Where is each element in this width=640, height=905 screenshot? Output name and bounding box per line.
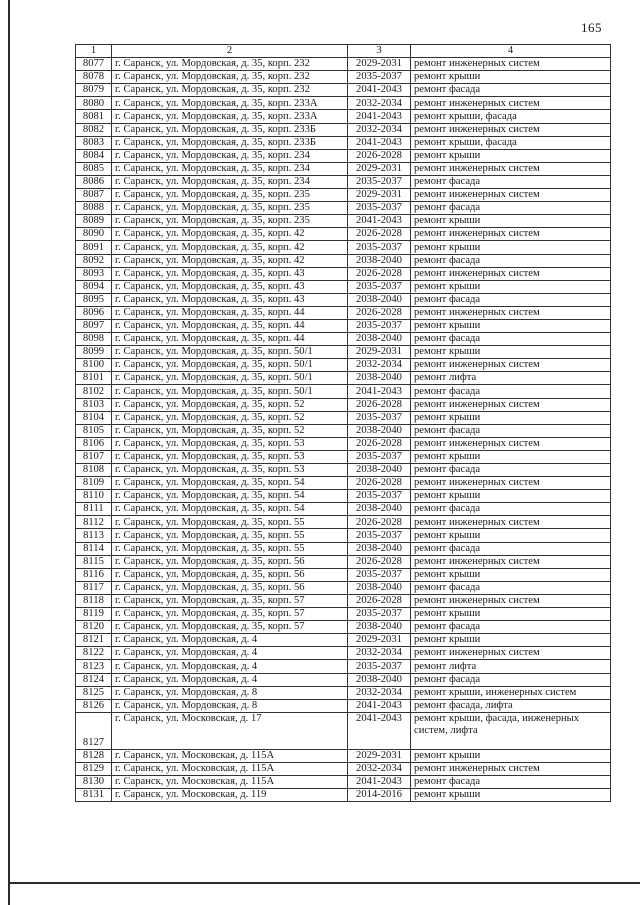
table-row bbox=[76, 647, 611, 660]
period-cell: 2035-2037 bbox=[348, 319, 411, 332]
column-header: 1 bbox=[76, 45, 112, 58]
row-number: 8102 bbox=[76, 385, 112, 398]
row-number: 8096 bbox=[76, 306, 112, 319]
address-cell: г. Саранск, ул. Мордовская, д. 35, корп. 54 bbox=[112, 503, 348, 516]
work-type-cell: ремонт крыши bbox=[411, 608, 611, 621]
address-cell: г. Саранск, ул. Мордовская, д. 4 bbox=[112, 660, 348, 673]
work-type-cell: ремонт фасада bbox=[411, 202, 611, 215]
table-row bbox=[76, 789, 611, 802]
address-cell: г. Саранск, ул. Мордовская, д. 35, корп. 53 bbox=[112, 464, 348, 477]
table-header-row bbox=[76, 45, 611, 58]
table-row bbox=[76, 189, 611, 202]
table-row bbox=[76, 149, 611, 162]
work-type-cell: ремонт фасада bbox=[411, 503, 611, 516]
row-number: 8122 bbox=[76, 647, 112, 660]
table-row bbox=[76, 306, 611, 319]
address-cell: г. Саранск, ул. Мордовская, д. 35, корп. 52 bbox=[112, 398, 348, 411]
work-type-cell: ремонт крыши bbox=[411, 346, 611, 359]
address-cell: г. Саранск, ул. Мордовская, д. 35, корп. 56 bbox=[112, 568, 348, 581]
period-cell: 2038-2040 bbox=[348, 293, 411, 306]
row-number: 8124 bbox=[76, 673, 112, 686]
table-row bbox=[76, 542, 611, 555]
table-row bbox=[76, 762, 611, 775]
page-bottom-border bbox=[8, 882, 640, 884]
period-cell: 2038-2040 bbox=[348, 333, 411, 346]
work-type-cell: ремонт инженерных систем bbox=[411, 762, 611, 775]
table-row bbox=[76, 254, 611, 267]
work-type-cell: ремонт инженерных систем bbox=[411, 398, 611, 411]
period-cell: 2026-2028 bbox=[348, 516, 411, 529]
period-cell: 2032-2034 bbox=[348, 123, 411, 136]
period-cell: 2038-2040 bbox=[348, 464, 411, 477]
row-number: 8108 bbox=[76, 464, 112, 477]
period-cell: 2032-2034 bbox=[348, 686, 411, 699]
address-cell: г. Саранск, ул. Мордовская, д. 35, корп. 233Б bbox=[112, 123, 348, 136]
row-number: 8123 bbox=[76, 660, 112, 673]
work-type-cell: ремонт фасада bbox=[411, 775, 611, 788]
column-header: 4 bbox=[411, 45, 611, 58]
table-row bbox=[76, 555, 611, 568]
row-number: 8129 bbox=[76, 762, 112, 775]
period-cell: 2038-2040 bbox=[348, 621, 411, 634]
work-type-cell: ремонт фасада bbox=[411, 293, 611, 306]
work-type-cell: ремонт инженерных систем bbox=[411, 477, 611, 490]
period-cell: 2038-2040 bbox=[348, 503, 411, 516]
work-type-cell: ремонт фасада bbox=[411, 385, 611, 398]
row-number: 8077 bbox=[76, 58, 112, 71]
address-cell: г. Саранск, ул. Мордовская, д. 35, корп. 55 bbox=[112, 516, 348, 529]
row-number: 8109 bbox=[76, 477, 112, 490]
row-number: 8112 bbox=[76, 516, 112, 529]
address-cell: г. Саранск, ул. Мордовская, д. 35, корп. 42 bbox=[112, 254, 348, 267]
period-cell: 2035-2037 bbox=[348, 71, 411, 84]
address-cell: г. Саранск, ул. Мордовская, д. 35, корп. 50/1 bbox=[112, 385, 348, 398]
table-row bbox=[76, 660, 611, 673]
address-cell: г. Саранск, ул. Мордовская, д. 35, корп. 42 bbox=[112, 228, 348, 241]
row-number: 8107 bbox=[76, 450, 112, 463]
row-number: 8080 bbox=[76, 97, 112, 110]
table-row bbox=[76, 398, 611, 411]
row-number: 8092 bbox=[76, 254, 112, 267]
table-row bbox=[76, 215, 611, 228]
work-type-cell: ремонт фасада bbox=[411, 581, 611, 594]
period-cell: 2038-2040 bbox=[348, 372, 411, 385]
table-row bbox=[76, 123, 611, 136]
table-row bbox=[76, 516, 611, 529]
work-type-cell: ремонт фасада bbox=[411, 175, 611, 188]
table-row bbox=[76, 385, 611, 398]
table-row bbox=[76, 424, 611, 437]
address-cell: г. Саранск, ул. Московская, д. 115А bbox=[112, 749, 348, 762]
row-number: 8090 bbox=[76, 228, 112, 241]
work-type-cell: ремонт лифта bbox=[411, 660, 611, 673]
table-row bbox=[76, 333, 611, 346]
period-cell: 2041-2043 bbox=[348, 712, 411, 749]
row-number: 8115 bbox=[76, 555, 112, 568]
address-cell: г. Саранск, ул. Мордовская, д. 35, корп. 233А bbox=[112, 97, 348, 110]
work-type-cell: ремонт фасада bbox=[411, 84, 611, 97]
row-number: 8111 bbox=[76, 503, 112, 516]
table-row bbox=[76, 450, 611, 463]
period-cell: 2035-2037 bbox=[348, 660, 411, 673]
row-number: 8101 bbox=[76, 372, 112, 385]
table-row bbox=[76, 162, 611, 175]
row-number: 8103 bbox=[76, 398, 112, 411]
period-cell: 2026-2028 bbox=[348, 437, 411, 450]
work-type-cell: ремонт фасада bbox=[411, 673, 611, 686]
row-number: 8078 bbox=[76, 71, 112, 84]
work-type-cell: ремонт фасада bbox=[411, 333, 611, 346]
row-number: 8100 bbox=[76, 359, 112, 372]
row-number: 8084 bbox=[76, 149, 112, 162]
work-type-cell: ремонт инженерных систем bbox=[411, 58, 611, 71]
period-cell: 2029-2031 bbox=[348, 189, 411, 202]
work-type-cell: ремонт крыши, фасада bbox=[411, 136, 611, 149]
table-row bbox=[76, 372, 611, 385]
row-number: 8087 bbox=[76, 189, 112, 202]
table-row bbox=[76, 411, 611, 424]
period-cell: 2035-2037 bbox=[348, 202, 411, 215]
period-cell: 2026-2028 bbox=[348, 306, 411, 319]
period-cell: 2041-2043 bbox=[348, 84, 411, 97]
row-number: 8121 bbox=[76, 634, 112, 647]
period-cell: 2038-2040 bbox=[348, 542, 411, 555]
table-row bbox=[76, 58, 611, 71]
period-cell: 2035-2037 bbox=[348, 175, 411, 188]
address-cell: г. Саранск, ул. Мордовская, д. 35, корп. 56 bbox=[112, 555, 348, 568]
period-cell: 2035-2037 bbox=[348, 490, 411, 503]
address-cell: г. Саранск, ул. Мордовская, д. 35, корп. 232 bbox=[112, 71, 348, 84]
table-row bbox=[76, 490, 611, 503]
work-type-cell: ремонт фасада bbox=[411, 542, 611, 555]
column-header: 2 bbox=[112, 45, 348, 58]
period-cell: 2032-2034 bbox=[348, 359, 411, 372]
work-type-cell: ремонт инженерных систем bbox=[411, 228, 611, 241]
period-cell: 2029-2031 bbox=[348, 346, 411, 359]
table-row bbox=[76, 71, 611, 84]
address-cell: г. Саранск, ул. Мордовская, д. 8 bbox=[112, 686, 348, 699]
work-type-cell: ремонт крыши bbox=[411, 71, 611, 84]
table-row bbox=[76, 673, 611, 686]
row-number: 8094 bbox=[76, 280, 112, 293]
period-cell: 2026-2028 bbox=[348, 149, 411, 162]
row-number: 8126 bbox=[76, 699, 112, 712]
page-left-border bbox=[8, 0, 10, 905]
row-number: 8131 bbox=[76, 789, 112, 802]
period-cell: 2026-2028 bbox=[348, 398, 411, 411]
table-row bbox=[76, 346, 611, 359]
table-row bbox=[76, 110, 611, 123]
period-cell: 2035-2037 bbox=[348, 241, 411, 254]
work-type-cell: ремонт инженерных систем bbox=[411, 437, 611, 450]
table-row bbox=[76, 749, 611, 762]
work-type-cell: ремонт инженерных систем bbox=[411, 97, 611, 110]
address-cell: г. Саранск, ул. Московская, д. 115А bbox=[112, 762, 348, 775]
period-cell: 2038-2040 bbox=[348, 673, 411, 686]
table-row bbox=[76, 608, 611, 621]
period-cell: 2041-2043 bbox=[348, 136, 411, 149]
period-cell: 2032-2034 bbox=[348, 762, 411, 775]
row-number: 8128 bbox=[76, 749, 112, 762]
row-number: 8095 bbox=[76, 293, 112, 306]
period-cell: 2026-2028 bbox=[348, 555, 411, 568]
row-number: 8093 bbox=[76, 267, 112, 280]
table-body bbox=[76, 58, 611, 802]
row-number: 8085 bbox=[76, 162, 112, 175]
work-type-cell: ремонт инженерных систем bbox=[411, 359, 611, 372]
period-cell: 2035-2037 bbox=[348, 411, 411, 424]
address-cell: г. Саранск, ул. Мордовская, д. 35, корп. 44 bbox=[112, 319, 348, 332]
address-cell: г. Саранск, ул. Мордовская, д. 35, корп. 43 bbox=[112, 280, 348, 293]
table-row bbox=[76, 84, 611, 97]
row-number: 8120 bbox=[76, 621, 112, 634]
address-cell: г. Саранск, ул. Московская, д. 17 bbox=[112, 712, 348, 749]
address-cell: г. Саранск, ул. Мордовская, д. 35, корп. 54 bbox=[112, 490, 348, 503]
work-type-cell: ремонт инженерных систем bbox=[411, 306, 611, 319]
row-number: 8088 bbox=[76, 202, 112, 215]
address-cell: г. Саранск, ул. Мордовская, д. 35, корп. 57 bbox=[112, 594, 348, 607]
work-type-cell: ремонт крыши bbox=[411, 789, 611, 802]
row-number: 8105 bbox=[76, 424, 112, 437]
address-cell: г. Саранск, ул. Мордовская, д. 35, корп. 52 bbox=[112, 411, 348, 424]
period-cell: 2014-2016 bbox=[348, 789, 411, 802]
row-number: 8117 bbox=[76, 581, 112, 594]
row-number: 8097 bbox=[76, 319, 112, 332]
address-cell: г. Саранск, ул. Мордовская, д. 35, корп. 234 bbox=[112, 175, 348, 188]
row-number: 8104 bbox=[76, 411, 112, 424]
address-cell: г. Саранск, ул. Московская, д. 119 bbox=[112, 789, 348, 802]
period-cell: 2029-2031 bbox=[348, 634, 411, 647]
row-number: 8086 bbox=[76, 175, 112, 188]
work-type-cell: ремонт инженерных систем bbox=[411, 516, 611, 529]
work-type-cell: ремонт крыши bbox=[411, 749, 611, 762]
period-cell: 2026-2028 bbox=[348, 477, 411, 490]
work-type-cell: ремонт крыши bbox=[411, 149, 611, 162]
table-row bbox=[76, 280, 611, 293]
row-number: 8113 bbox=[76, 529, 112, 542]
address-cell: г. Саранск, ул. Мордовская, д. 35, корп. 55 bbox=[112, 529, 348, 542]
address-cell: г. Саранск, ул. Мордовская, д. 35, корп. 57 bbox=[112, 621, 348, 634]
row-number: 8082 bbox=[76, 123, 112, 136]
period-cell: 2035-2037 bbox=[348, 529, 411, 542]
table-row bbox=[76, 175, 611, 188]
address-cell: г. Саранск, ул. Мордовская, д. 35, корп. 50/1 bbox=[112, 359, 348, 372]
work-type-cell: ремонт крыши bbox=[411, 241, 611, 254]
address-cell: г. Саранск, ул. Мордовская, д. 35, корп. 53 bbox=[112, 437, 348, 450]
work-type-cell: ремонт инженерных систем bbox=[411, 162, 611, 175]
period-cell: 2026-2028 bbox=[348, 228, 411, 241]
period-cell: 2032-2034 bbox=[348, 97, 411, 110]
address-cell: г. Саранск, ул. Мордовская, д. 35, корп. 50/1 bbox=[112, 372, 348, 385]
repair-schedule-table bbox=[75, 44, 611, 802]
address-cell: г. Саранск, ул. Мордовская, д. 35, корп. 56 bbox=[112, 581, 348, 594]
work-type-cell: ремонт фасада bbox=[411, 254, 611, 267]
period-cell: 2041-2043 bbox=[348, 699, 411, 712]
table-row bbox=[76, 581, 611, 594]
period-cell: 2038-2040 bbox=[348, 254, 411, 267]
row-number: 8079 bbox=[76, 84, 112, 97]
period-cell: 2041-2043 bbox=[348, 110, 411, 123]
period-cell: 2029-2031 bbox=[348, 58, 411, 71]
work-type-cell: ремонт крыши, фасада bbox=[411, 110, 611, 123]
column-header: 3 bbox=[348, 45, 411, 58]
address-cell: г. Саранск, ул. Мордовская, д. 35, корп. 233Б bbox=[112, 136, 348, 149]
address-cell: г. Саранск, ул. Мордовская, д. 35, корп. 232 bbox=[112, 84, 348, 97]
address-cell: г. Саранск, ул. Мордовская, д. 35, корп. 235 bbox=[112, 215, 348, 228]
work-type-cell: ремонт инженерных систем bbox=[411, 594, 611, 607]
work-type-cell: ремонт инженерных систем bbox=[411, 123, 611, 136]
table-row bbox=[76, 267, 611, 280]
address-cell: г. Саранск, ул. Мордовская, д. 35, корп. 54 bbox=[112, 477, 348, 490]
work-type-cell: ремонт крыши bbox=[411, 215, 611, 228]
address-cell: г. Саранск, ул. Мордовская, д. 8 bbox=[112, 699, 348, 712]
work-type-cell: ремонт лифта bbox=[411, 372, 611, 385]
work-type-cell: ремонт крыши bbox=[411, 634, 611, 647]
address-cell: г. Саранск, ул. Мордовская, д. 35, корп. 234 bbox=[112, 149, 348, 162]
row-number: 8110 bbox=[76, 490, 112, 503]
table-row bbox=[76, 529, 611, 542]
table-row bbox=[76, 594, 611, 607]
address-cell: г. Саранск, ул. Мордовская, д. 35, корп. 43 bbox=[112, 267, 348, 280]
table-row bbox=[76, 359, 611, 372]
table-row bbox=[76, 293, 611, 306]
address-cell: г. Саранск, ул. Мордовская, д. 35, корп. 57 bbox=[112, 608, 348, 621]
work-type-cell: ремонт крыши, инженерных систем bbox=[411, 686, 611, 699]
address-cell: г. Саранск, ул. Мордовская, д. 35, корп. 232 bbox=[112, 58, 348, 71]
address-cell: г. Саранск, ул. Мордовская, д. 35, корп. 43 bbox=[112, 293, 348, 306]
address-cell: г. Саранск, ул. Мордовская, д. 35, корп. 52 bbox=[112, 424, 348, 437]
period-cell: 2035-2037 bbox=[348, 608, 411, 621]
work-type-cell: ремонт фасада bbox=[411, 621, 611, 634]
table-row bbox=[76, 136, 611, 149]
table-row bbox=[76, 634, 611, 647]
row-number: 8114 bbox=[76, 542, 112, 555]
period-cell: 2035-2037 bbox=[348, 450, 411, 463]
page-number: 165 bbox=[581, 20, 602, 35]
row-number: 8081 bbox=[76, 110, 112, 123]
period-cell: 2041-2043 bbox=[348, 215, 411, 228]
table-row bbox=[76, 775, 611, 788]
period-cell: 2035-2037 bbox=[348, 568, 411, 581]
period-cell: 2029-2031 bbox=[348, 749, 411, 762]
period-cell: 2026-2028 bbox=[348, 594, 411, 607]
table-row bbox=[76, 464, 611, 477]
row-number: 8083 bbox=[76, 136, 112, 149]
period-cell: 2038-2040 bbox=[348, 581, 411, 594]
table-row bbox=[76, 621, 611, 634]
row-number: 8089 bbox=[76, 215, 112, 228]
row-number: 8116 bbox=[76, 568, 112, 581]
work-type-cell: ремонт крыши bbox=[411, 568, 611, 581]
work-type-cell: ремонт фасада bbox=[411, 424, 611, 437]
work-type-cell: ремонт крыши, фасада, инженерных систем, лифта bbox=[411, 712, 611, 749]
address-cell: г. Саранск, ул. Мордовская, д. 4 bbox=[112, 634, 348, 647]
work-type-cell: ремонт фасада, лифта bbox=[411, 699, 611, 712]
address-cell: г. Саранск, ул. Мордовская, д. 35, корп. 235 bbox=[112, 189, 348, 202]
work-type-cell: ремонт крыши bbox=[411, 529, 611, 542]
table-row bbox=[76, 503, 611, 516]
address-cell: г. Саранск, ул. Мордовская, д. 35, корп. 44 bbox=[112, 333, 348, 346]
work-type-cell: ремонт крыши bbox=[411, 319, 611, 332]
table-row bbox=[76, 477, 611, 490]
address-cell: г. Саранск, ул. Мордовская, д. 35, корп. 44 bbox=[112, 306, 348, 319]
work-type-cell: ремонт инженерных систем bbox=[411, 267, 611, 280]
table-row bbox=[76, 319, 611, 332]
address-cell: г. Саранск, ул. Мордовская, д. 35, корп. 50/1 bbox=[112, 346, 348, 359]
row-number: 8125 bbox=[76, 686, 112, 699]
address-cell: г. Саранск, ул. Мордовская, д. 35, корп. 53 bbox=[112, 450, 348, 463]
table-row bbox=[76, 712, 611, 749]
table-row bbox=[76, 568, 611, 581]
address-cell: г. Саранск, ул. Мордовская, д. 35, корп. 55 bbox=[112, 542, 348, 555]
address-cell: г. Саранск, ул. Мордовская, д. 35, корп. 235 bbox=[112, 202, 348, 215]
work-type-cell: ремонт крыши bbox=[411, 411, 611, 424]
row-number: 8130 bbox=[76, 775, 112, 788]
row-number: 8099 bbox=[76, 346, 112, 359]
work-type-cell: ремонт инженерных систем bbox=[411, 189, 611, 202]
table-row bbox=[76, 686, 611, 699]
table-row bbox=[76, 241, 611, 254]
row-number: 8127 bbox=[76, 712, 112, 749]
period-cell: 2041-2043 bbox=[348, 775, 411, 788]
table-row bbox=[76, 699, 611, 712]
work-type-cell: ремонт инженерных систем bbox=[411, 555, 611, 568]
work-type-cell: ремонт инженерных систем bbox=[411, 647, 611, 660]
period-cell: 2035-2037 bbox=[348, 280, 411, 293]
period-cell: 2029-2031 bbox=[348, 162, 411, 175]
address-cell: г. Саранск, ул. Мордовская, д. 35, корп. 42 bbox=[112, 241, 348, 254]
row-number: 8091 bbox=[76, 241, 112, 254]
address-cell: г. Саранск, ул. Московская, д. 115А bbox=[112, 775, 348, 788]
work-type-cell: ремонт фасада bbox=[411, 464, 611, 477]
row-number: 8118 bbox=[76, 594, 112, 607]
row-number: 8098 bbox=[76, 333, 112, 346]
table-row bbox=[76, 228, 611, 241]
row-number: 8106 bbox=[76, 437, 112, 450]
address-cell: г. Саранск, ул. Мордовская, д. 35, корп. 234 bbox=[112, 162, 348, 175]
period-cell: 2032-2034 bbox=[348, 647, 411, 660]
period-cell: 2038-2040 bbox=[348, 424, 411, 437]
table-row bbox=[76, 437, 611, 450]
address-cell: г. Саранск, ул. Мордовская, д. 4 bbox=[112, 673, 348, 686]
address-cell: г. Саранск, ул. Мордовская, д. 4 bbox=[112, 647, 348, 660]
table-row bbox=[76, 97, 611, 110]
row-number: 8119 bbox=[76, 608, 112, 621]
work-type-cell: ремонт крыши bbox=[411, 490, 611, 503]
period-cell: 2026-2028 bbox=[348, 267, 411, 280]
work-type-cell: ремонт крыши bbox=[411, 450, 611, 463]
table-row bbox=[76, 202, 611, 215]
period-cell: 2041-2043 bbox=[348, 385, 411, 398]
work-type-cell: ремонт крыши bbox=[411, 280, 611, 293]
address-cell: г. Саранск, ул. Мордовская, д. 35, корп. 233А bbox=[112, 110, 348, 123]
